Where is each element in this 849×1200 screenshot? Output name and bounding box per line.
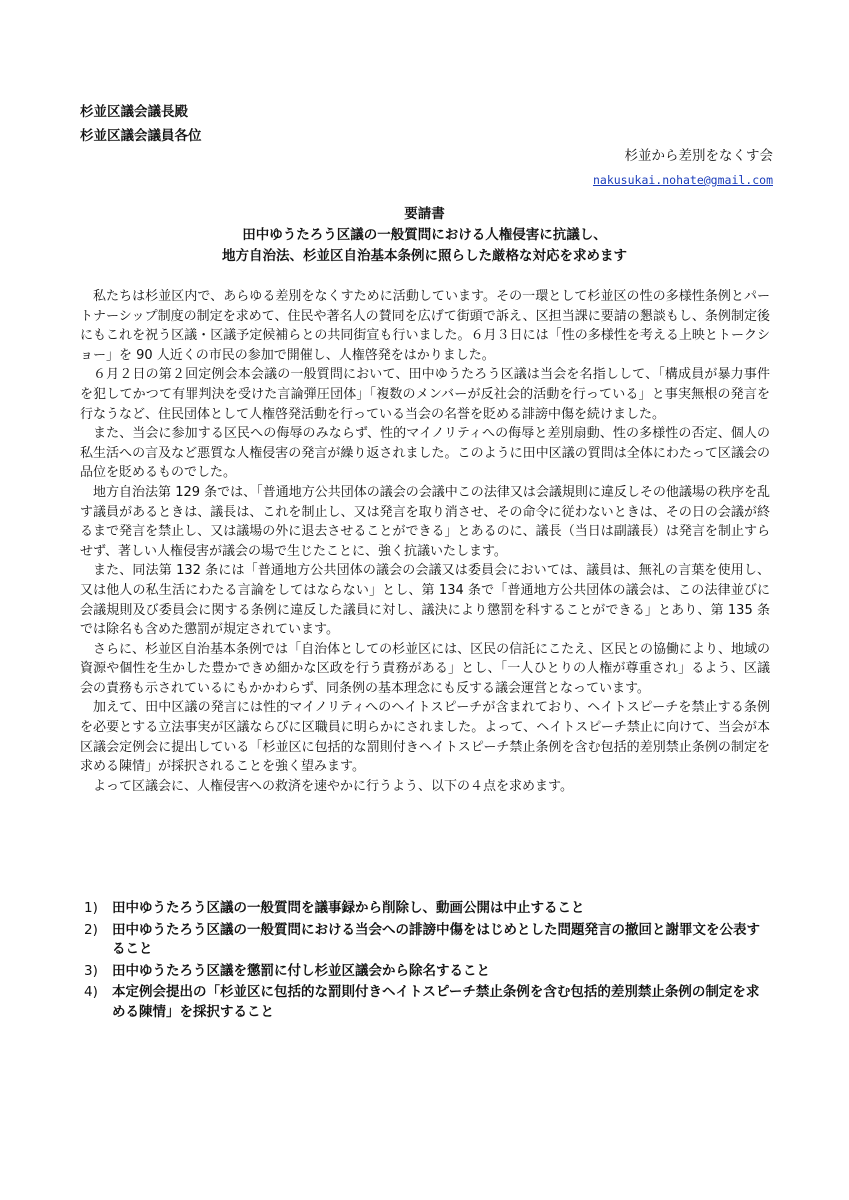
sender-name: 杉並から差別をなくす会 bbox=[624, 148, 773, 164]
sender-block bbox=[593, 144, 773, 192]
paragraph-article-129: 地方自治法第 129 条では、「普通地方公共団体の議会の会議中この法律又は会議規則に違反しその他議場の秩序を乱す議員があるときは、議長は、これを制止し、又は発言を取り消させ、その命令に従わないときは、その日の会議が終るまで発言を禁止し、又は議場の外に退去させることができる」とあるのに、議長（当日は副議長）は発言を制止すらせず、著しい人権侵害が議会の場で生じたことに、強く抗議いたします。 bbox=[80, 484, 770, 559]
demand-item bbox=[84, 921, 770, 960]
demand-number: 1) bbox=[84, 900, 98, 916]
title-block bbox=[80, 204, 769, 267]
paragraph-june-question: ６月２日の第２回定例会本会議の一般質問において、田中ゆうたろう区議は当会を名指しして、「構成員が暴力事件を犯してかつて有罪判決を受けた言論弾圧団体」「複数のメンバーが反社会的活動を行っている」と事実無根の発言を行なうなど、住民団体として人権啓発活動を行っている当会の名誉を貶める誹謗中傷を続けました。 bbox=[80, 367, 770, 422]
body-text bbox=[80, 287, 770, 796]
demand-number: 4) bbox=[84, 984, 98, 1000]
document-heading: 要請書 bbox=[404, 206, 445, 222]
addressee-block bbox=[80, 100, 202, 148]
paragraph-activities: 私たちは杉並区内で、あらゆる差別をなくすために活動しています。その一環として杉並区の性の多様性条例とパートナーシップ制度の制定を求めて、住民や著名人の賛同を広げて街頭で訴え、区担当課に要請の懇談もし、条例制定後にもこれを祝う区議・区議予定候補らとの共同街宣も行いました。６月３日には「性の多様性を考える上映とトークショー」を 90 人近くの市民の参加で開催し、人権啓発をはかりました。 bbox=[80, 289, 770, 363]
demand-number: 2) bbox=[84, 921, 98, 938]
paragraph-insults: また、当会に参加する区民への侮辱のみならず、性的マイノリティへの侮辱と差別扇動、性の多様性の否定、個人の私生活への言及など悪質な人権侵害の発言が繰り返されました。このように田中区議の質問は全体にわたって区議会の品位を貶めるものでした。 bbox=[80, 426, 770, 481]
demand-item bbox=[84, 899, 770, 919]
paragraph-requests-intro: よって区議会に、人権侵害への救済を速やかに行うよう、以下の４点を求めます。 bbox=[93, 778, 573, 794]
demand-item bbox=[84, 962, 770, 982]
paragraph-hate-speech: 加えて、田中区議の発言には性的マイノリティへのヘイトスピーチが含まれており、ヘイトスピーチを禁止する条例を必要とする立法事実が区議ならびに区職員に明らかにされました。よって、ヘイトスピーチ禁止に向けて、当会が本区議会定例会に提出している「杉並区に包括的な罰則付きヘイトスピーチ禁止条例を含む包括的差別禁止条例の制定を求める陳情」が採択されることを強く望みます。 bbox=[80, 700, 770, 775]
demand-text: 田中ゆうたろう区議を懲罰に付し杉並区議会から除名すること bbox=[112, 962, 490, 979]
demand-text: 田中ゆうたろう区議の一般質問を議事録から削除し、動画公開は中止すること bbox=[112, 900, 585, 916]
demand-number: 3) bbox=[84, 962, 98, 979]
demand-item bbox=[84, 983, 770, 1022]
addressee-members: 杉並区議会議員各位 bbox=[80, 128, 202, 144]
sender-email-link[interactable]: nakusukai.nohate@gmail.com bbox=[592, 173, 773, 187]
demands-list bbox=[84, 899, 770, 1024]
demand-text: 田中ゆうたろう区議の一般質問における当会への誹謗中傷をはじめとした問題発言の撤回と謝罪文を公表すること bbox=[112, 921, 760, 957]
demand-text: 本定例会提出の「杉並区に包括的な罰則付きヘイトスピーチ禁止条例を含む包括的差別禁止条例の制定を求める陳情」を採択すること bbox=[112, 984, 760, 1020]
title-line-1: 田中ゆうたろう区議の一般質問における人権侵害に抗議し、 bbox=[242, 227, 607, 243]
paragraph-basic-ordinance: さらに、杉並区自治基本条例では「自治体としての杉並区には、区民の信託にこたえ、区民との協働により、地域の資源や個性を生かした豊かできめ細かな区政を行う責務がある」とし、「一人ひとりの人権が尊重され」るよう、区議会の責務も示されているにもかかわらず、同条例の基本理念にも反する議会運営となっています。 bbox=[80, 641, 770, 696]
addressee-chair: 杉並区議会議長殿 bbox=[80, 104, 188, 120]
paragraph-article-132: また、同法第 132 条には「普通地方公共団体の議会の会議又は委員会においては、議員は、無礼の言葉を使用し、又は他人の私生活にわたる言論をしてはならない」とし、第 134 条で「普通地方公共団体の議会は、この法律並びに会議規則及び委員会に関する条例に違反した議員に対し、議決により懲罰を科することができる」とあり、第 135 条では除名も含めた懲罰が規定されています。 bbox=[80, 563, 770, 638]
title-line-2: 地方自治法、杉並区自治基本条例に照らした厳格な対応を求めます bbox=[222, 248, 627, 264]
